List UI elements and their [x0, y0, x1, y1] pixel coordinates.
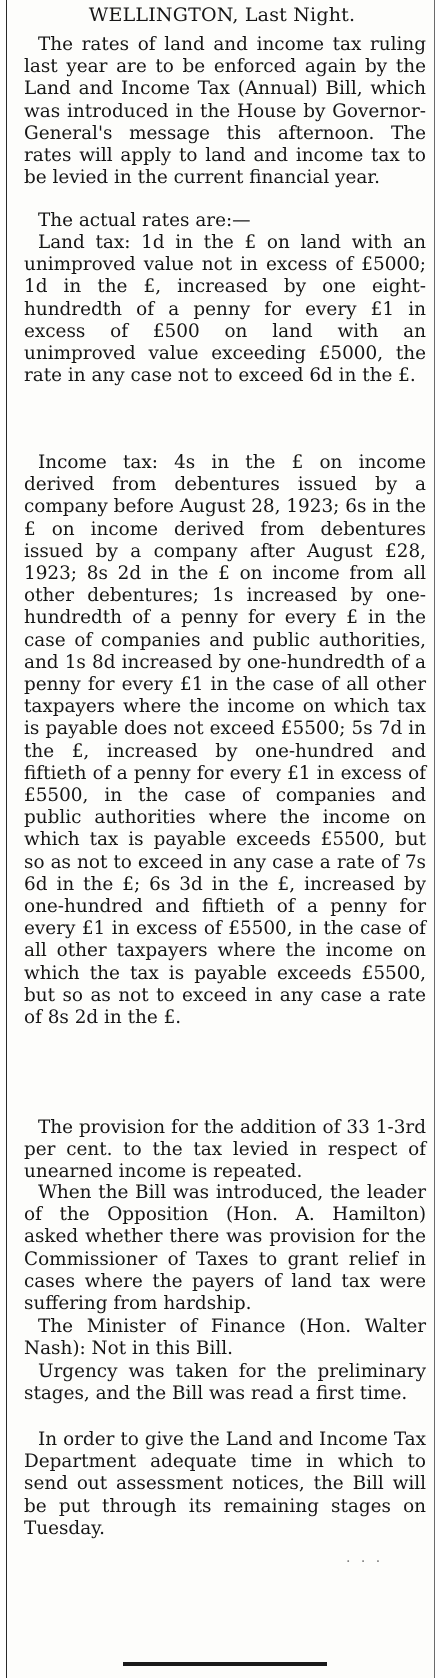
column-rule-right — [434, 0, 435, 1678]
article-paragraph: The Minister of Finance (Hon. Walter Nash): Not in this Bill. — [24, 1316, 426, 1360]
dateline-heading: WELLINGTON, Last Night. — [88, 4, 356, 26]
article-paragraph: Land tax: 1d in the £ on land with an unimproved value not in excess of £5000; 1d in the £, increased by one eight-hundredth of a penny for every £1 in excess of £500 on land with an unimproved value exceeding £5000, the rate in any case not to exceed 6d in the £. — [24, 232, 426, 387]
article-paragraph: In order to give the Land and Income Tax Department adequate time in which to send out assessment notices, the Bill will be put through its remaining stages on Tuesday. — [24, 1429, 426, 1539]
article-paragraph: Urgency was taken for the preliminary stages, and the Bill was read a first time. — [24, 1361, 426, 1405]
section-divider-rule — [123, 1662, 327, 1666]
article-paragraph: The actual rates are:— — [38, 210, 251, 231]
article-paragraph: Income tax: 4s in the £ on income derived from debentures issued by a company before August 28, 1923; 6s in the £ on income derived from debentures issued by a company after August £28, 1923; 8s 2d in the £ on income from all other debentures; 1s increased by one-hundredth of a penny for every £ in the case of companies and public authorities, and 1s 8d increased by one-hundredth of a penny for every £1 in the case of all other taxpayers where the income on which tax is payable does not exceed £5500; 5s 7d in the £, increased by one-hundred and fiftieth of a penny for every £1 in excess of £5500, in the case of companies and public authorities where the income on which tax is payable exceeds £5500, but so as not to exceed in any case a rate of 7s 6d in the £; 6s 3d in the £, increased by one-hundred and fiftieth of a penny for every £1 in excess of £5500, in the case of all other taxpayers where the income on which the tax is payable exceeds £5500, but so as not to exceed in any case a rate of 8s 2d in the £. — [24, 452, 426, 1029]
article-paragraph: When the Bill was introduced, the leader of the Opposition (Hon. A. Hamilton) asked whether there was provision for the Commissioner of Taxes to grant relief in cases where the payers of land tax were suffering from hardship. — [24, 1182, 426, 1315]
article-paragraph: The rates of land and income tax ruling last year are to be enforced again by the Land and Income Tax (Annual) Bill, which was introduced in the House by Governor-General's message this afternoon. The rates will apply to land and income tax to be levied in the current financial year. — [24, 34, 426, 189]
article-paragraph: The provision for the addition of 33 1-3rd per cent. to the tax levied in respect of unearned income is repeated. — [24, 1117, 426, 1183]
print-artifact-dots: · · · — [346, 1554, 384, 1570]
news-column — [10, 0, 434, 1678]
column-rule-left — [6, 0, 7, 1678]
